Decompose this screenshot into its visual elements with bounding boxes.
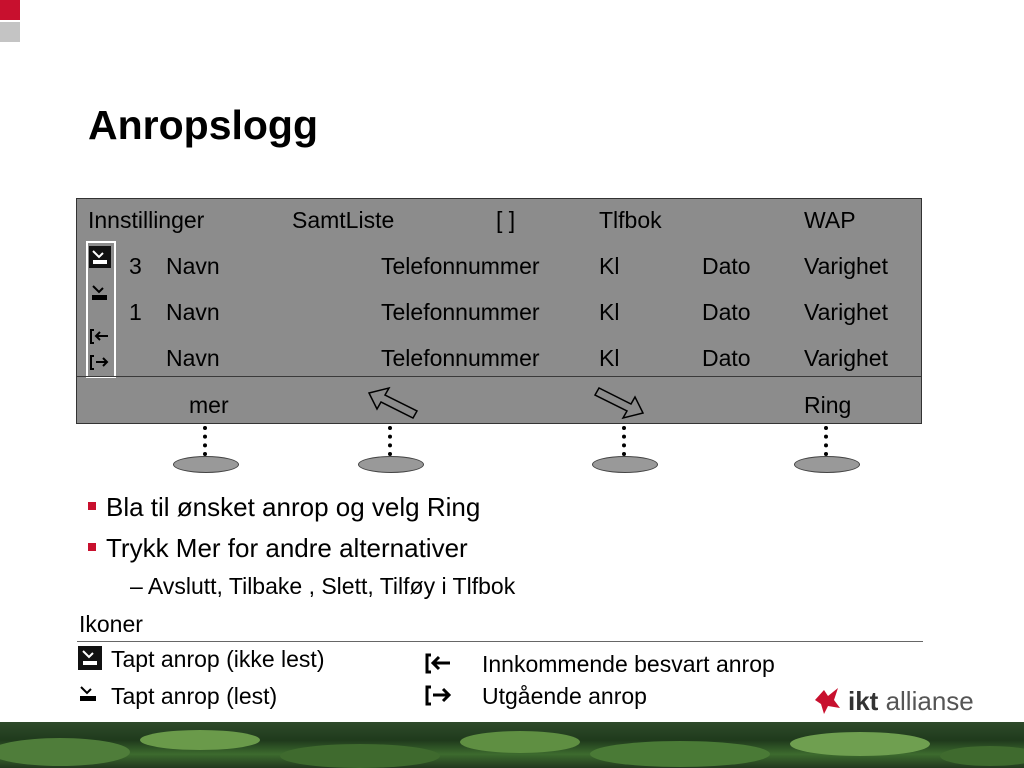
missed-call-unread-icon (77, 645, 103, 671)
bullet-marker (88, 502, 96, 510)
call-type-icon-column (86, 241, 116, 378)
corner-red-block (0, 0, 20, 20)
menu-tlfbok[interactable]: Tlfbok (599, 207, 662, 233)
ikt-allianse-logo-icon (812, 686, 842, 716)
menu-brackets[interactable]: [ ] (496, 207, 516, 233)
row-duration: Varighet (804, 253, 888, 279)
row-number[interactable]: Telefonnummer (381, 345, 540, 371)
legend-outgoing: Utgående anrop (482, 683, 647, 709)
left-softkey-button[interactable] (173, 456, 239, 473)
row-time: Kl (599, 299, 620, 325)
leaves-decoration (0, 722, 1024, 768)
down-key-button[interactable] (592, 456, 658, 473)
key-connector-line (388, 426, 396, 456)
legend-incoming: Innkommende besvart anrop (482, 651, 775, 677)
row-date: Dato (702, 345, 751, 371)
outgoing-call-icon (424, 684, 454, 708)
bullet-text: Trykk Mer for andre alternativer (106, 533, 468, 563)
menu-innstillinger[interactable]: Innstillinger (88, 207, 205, 233)
sub-bullet: – Avslutt, Tilbake , Slett, Tilføy i Tlfbok (130, 573, 516, 599)
row-time: Kl (599, 253, 620, 279)
row-number[interactable]: Telefonnummer (381, 253, 540, 279)
corner-grey-block (0, 22, 20, 42)
softkey-mer[interactable]: mer (189, 392, 229, 418)
legend-missed-read: Tapt anrop (lest) (111, 683, 278, 709)
scroll-down-arrow-icon[interactable] (591, 385, 645, 421)
phone-screen (76, 198, 922, 424)
row-number[interactable]: Telefonnummer (381, 299, 540, 325)
icons-divider (77, 641, 923, 642)
scroll-up-arrow-icon[interactable] (367, 385, 421, 421)
missed-call-unread-icon (88, 245, 114, 271)
ikt-allianse-logo: ikt allianse (848, 686, 974, 716)
icons-heading: Ikoner (79, 611, 143, 637)
row-count: 3 (129, 253, 142, 279)
row-duration: Varighet (804, 299, 888, 325)
row-count: 1 (129, 299, 142, 325)
jungle-footer-image (0, 722, 1024, 768)
up-key-button[interactable] (358, 456, 424, 473)
bullet-text: Bla til ønsket anrop og velg Ring (106, 492, 481, 522)
missed-call-read-icon (88, 283, 114, 305)
outgoing-call-icon (88, 353, 114, 373)
key-connector-line (203, 426, 211, 456)
softkey-divider (77, 376, 921, 377)
row-date: Dato (702, 299, 751, 325)
softkey-ring[interactable]: Ring (804, 392, 852, 418)
row-date: Dato (702, 253, 751, 279)
bullet-item (88, 492, 480, 523)
key-connector-line (824, 426, 832, 456)
menu-wap[interactable]: WAP (804, 207, 856, 233)
page-title: Anropslogg (88, 102, 319, 148)
row-time: Kl (599, 345, 620, 371)
missed-call-read-icon (77, 684, 103, 708)
bullet-item (88, 533, 468, 564)
menu-samtliste[interactable]: SamtListe (292, 207, 395, 233)
bullet-marker (88, 543, 96, 551)
row-name[interactable]: Navn (166, 345, 220, 371)
right-softkey-button[interactable] (794, 456, 860, 473)
incoming-call-icon (88, 327, 114, 347)
row-duration: Varighet (804, 345, 888, 371)
row-name[interactable]: Navn (166, 253, 220, 279)
row-name[interactable]: Navn (166, 299, 220, 325)
key-connector-line (622, 426, 630, 456)
legend-missed-unread: Tapt anrop (ikke lest) (111, 646, 325, 672)
incoming-call-icon (424, 652, 454, 676)
